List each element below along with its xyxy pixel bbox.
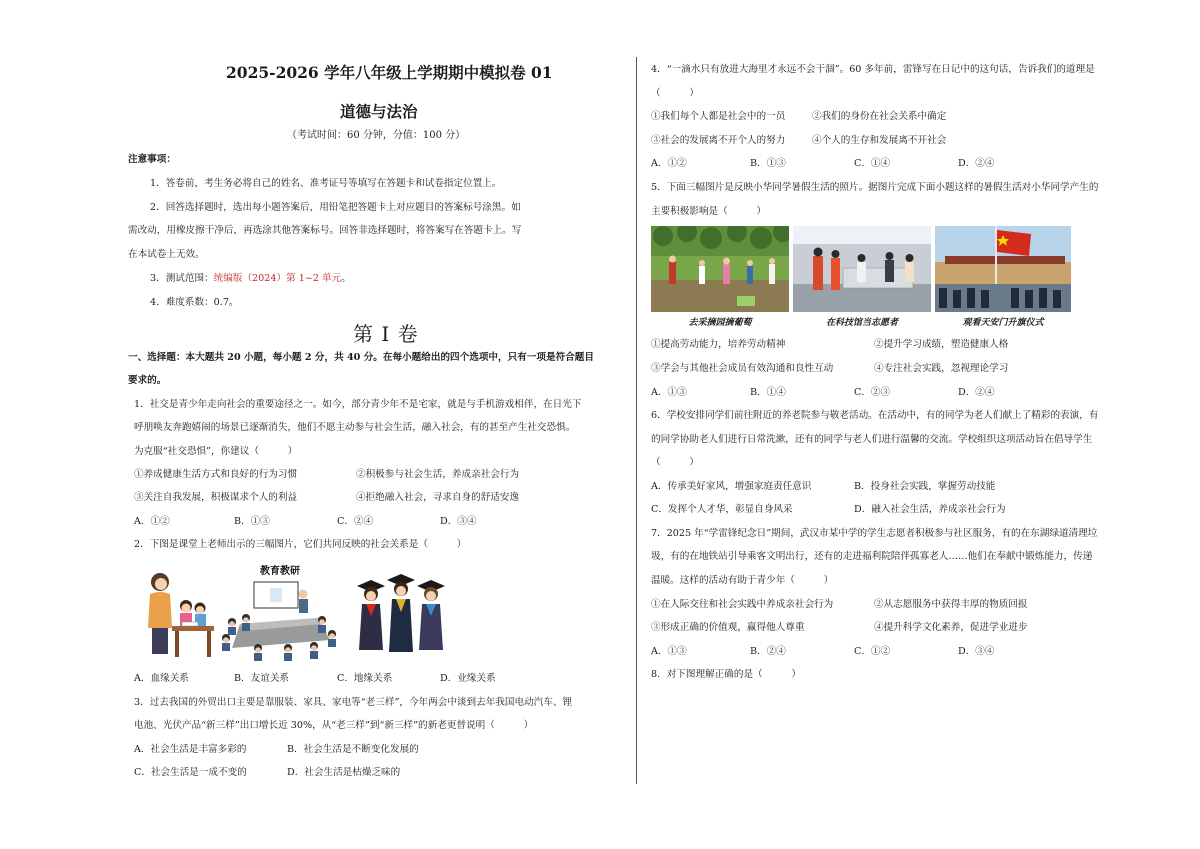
q5-statement-1: ①提高劳动能力，培养劳动精神 (651, 339, 786, 350)
note-2a: 2．回答选择题时，选出每小题答案后，用铅笔把答题卡上对应题目的答案标号涂黑。如 (150, 202, 521, 213)
note-3-prefix: 3．测试范围： (150, 273, 214, 284)
note-2c: 在本试卷上无效。 (128, 249, 205, 260)
q7-statement-4: ④提升科学文化素养，促进学业进步 (874, 622, 1028, 633)
exam-info: （考试时间：60 分钟，分值：100 分） (287, 130, 466, 141)
note-2b: 需改动，用橡皮擦干净后，再选涂其他答案标号。回答非选择题时，将答案写在答题卡上。写 (128, 225, 522, 236)
q5-option-c[interactable]: C．②③ (854, 387, 891, 398)
q5-photo-flag-raising (935, 226, 1071, 312)
q6-option-b[interactable]: B．投身社会实践，掌握劳动技能 (854, 481, 996, 492)
q6-line-3: （ ） (651, 457, 699, 468)
notes-heading: 注意事项： (128, 154, 176, 165)
q1-option-d[interactable]: D．③④ (440, 516, 477, 527)
q7-line-2: 圾，有的在地铁站引导乘客文明出行，还有的走进福利院陪伴孤寡老人……他们在奉献中锻炼能力，传递 (651, 551, 1093, 562)
q6-option-a[interactable]: A．传承美好家风，增强家庭责任意识 (651, 481, 812, 492)
q7-option-c[interactable]: C．①② (854, 646, 891, 657)
q5-photo-museum-volunteer (793, 226, 931, 312)
q2-option-c[interactable]: C．地缘关系 (337, 673, 393, 684)
q3-option-c[interactable]: C．社会生活是一成不变的 (134, 767, 247, 778)
q6-option-c[interactable]: C．发挥个人才华，彰显自身风采 (651, 504, 793, 515)
q3-line-1: 3．过去我国的外贸出口主要是靠服装、家具、家电等“老三样”，今年两会中谈到去年我国电动汽车、锂 (134, 697, 573, 708)
q7-line-3: 温暖。这样的活动有助于青少年（ ） (651, 575, 834, 586)
q1-option-c[interactable]: C．②④ (337, 516, 374, 527)
exam-title: 2025-2026 学年八年级上学期期中模拟卷 01 (226, 63, 553, 82)
q1-option-a[interactable]: A．①② (134, 516, 170, 527)
q7-option-a[interactable]: A．①③ (651, 646, 687, 657)
q5-statement-4: ④专注社会实践，忽视理论学习 (874, 363, 1009, 374)
q5-option-a[interactable]: A．①③ (651, 387, 687, 398)
q3-option-a[interactable]: A．社会生活是丰富多彩的 (134, 744, 247, 755)
q8-stem: 8．对下图理解正确的是（ ） (651, 669, 802, 680)
q6-option-d[interactable]: D．融入社会生活，养成亲社会行为 (854, 504, 1006, 515)
q5-line-2: 主要积极影响是（ ） (651, 206, 767, 217)
section-instr-1: 一、选择题：本大题共 20 小题，每小题 2 分，共 40 分。在每小题给出的四个选项中，只有一项是符合题目 (128, 352, 594, 363)
q1-line-1: 1．社交是青少年走向社会的重要途径之一。如今，部分青少年不是宅家，就是与手机游戏相伴，在日光下 (134, 399, 582, 410)
q5-line-1: 5．下面三幅图片是反映小华同学暑假生活的照片。据图片完成下面小题这样的暑假生活对小华同学产生的 (651, 182, 1099, 193)
q5-statement-3: ③学会与其他社会成员有效沟通和良性互动 (651, 363, 834, 374)
q7-line-1: 7．2025 年“学雷锋纪念日”期间，武汉市某中学的学生志愿者积极参与社区服务，有的在东湖绿道清理垃 (651, 528, 1098, 539)
q4-line-2: （ ） (651, 88, 699, 99)
section-title: 第 I 卷 (353, 322, 419, 346)
q2-illustration-graduates (353, 572, 449, 658)
q2-image-label: 教育教研 (260, 566, 300, 577)
q4-statement-2: ②我们的身份在社会关系中确定 (812, 111, 947, 122)
section-instr-2: 要求的。 (128, 375, 167, 386)
column-divider (636, 57, 637, 784)
q7-option-d[interactable]: D．③④ (958, 646, 995, 657)
q1-statement-1: ①养成健康生活方式和良好的行为习惯 (134, 469, 298, 480)
q2-option-d[interactable]: D．业缘关系 (440, 673, 496, 684)
q4-option-b[interactable]: B．①③ (750, 158, 786, 169)
q2-illustration-research (218, 562, 340, 662)
q4-line-1: 4．“一滴水只有放进大海里才永远不会干涸”。60 多年前，雷锋写在日记中的这句话，告诉我们的道理是 (651, 64, 1095, 75)
q5-statement-2: ②提升学习成绩，塑造健康人格 (874, 339, 1009, 350)
q4-option-a[interactable]: A．①② (651, 158, 687, 169)
q7-statement-2: ②从志愿服务中获得丰厚的物质回报 (874, 599, 1028, 610)
q1-statement-3: ③关注自我发展，积极谋求个人的利益 (134, 492, 298, 503)
q5-caption-1: 去采摘园摘葡萄 (688, 318, 752, 328)
q4-statement-4: ④个人的生存和发展离不开社会 (812, 135, 947, 146)
note-3-scope: 统编版（2024）第 1~2 单元 (213, 273, 342, 284)
q4-option-d[interactable]: D．②④ (958, 158, 995, 169)
q5-photo-grape-picking (651, 226, 789, 312)
note-3 (150, 272, 351, 285)
q6-line-1: 6．学校安排同学们前往附近的养老院参与敬老活动。在活动中，有的同学为老人们献上了精彩的表演，有 (651, 410, 1099, 421)
note-1: 1．答卷前，考生务必将自己的姓名、准考证号等填写在答题卡和试卷指定位置上。 (150, 178, 502, 189)
q2-illustration-teacher (142, 568, 214, 662)
q3-option-d[interactable]: D．社会生活是枯燥乏味的 (287, 767, 401, 778)
q5-option-d[interactable]: D．②④ (958, 387, 995, 398)
note-4: 4．难度系数：0.7。 (150, 297, 239, 308)
q6-line-2: 的同学协助老人们进行日常洗漱，还有的同学与老人们进行温馨的交流。学校组织这项活动旨在倡导学生 (651, 434, 1093, 445)
q1-statement-4: ④拒绝融入社会，寻求自身的舒适安逸 (356, 492, 520, 503)
q1-statement-2: ②积极参与社会生活，养成亲社会行为 (356, 469, 520, 480)
q5-caption-2: 在科技馆当志愿者 (825, 318, 898, 328)
q5-caption-3: 观看天安门升旗仪式 (962, 318, 1044, 328)
q1-option-b[interactable]: B．①③ (234, 516, 270, 527)
q7-statement-1: ①在人际交往和社会实践中养成亲社会行为 (651, 599, 834, 610)
q7-option-b[interactable]: B．②④ (750, 646, 786, 657)
q1-line-2: 呼朋唤友奔跑嬉闹的场景已逐渐消失，他们不愿主动参与社会生活，融入社会，有的甚至产生社交恐惧。 (134, 422, 576, 433)
q1-line-3: 为克服“社交恐惧”，你建议（ ） (134, 446, 298, 457)
q2-option-b[interactable]: B．友谊关系 (234, 673, 290, 684)
q2-option-a[interactable]: A．血缘关系 (134, 673, 189, 684)
q3-line-2: 电池、光伏产品“新三样”出口增长近 30%，从“老三样”到“新三样”的新老更替说明（ ） (134, 720, 534, 731)
q5-option-b[interactable]: B．①④ (750, 387, 786, 398)
note-3-suffix: 。 (341, 273, 351, 284)
subject-title: 道德与法治 (340, 102, 418, 121)
q3-option-b[interactable]: B．社会生活是不断变化发展的 (287, 744, 419, 755)
q4-statement-3: ③社会的发展离不开个人的努力 (651, 135, 786, 146)
q4-statement-1: ①我们每个人都是社会中的一员 (651, 111, 786, 122)
q4-option-c[interactable]: C．①④ (854, 158, 891, 169)
q2-stem: 2．下图是课堂上老师出示的三幅图片，它们共同反映的社会关系是（ ） (134, 539, 467, 550)
q7-statement-3: ③形成正确的价值观，赢得他人尊重 (651, 622, 805, 633)
